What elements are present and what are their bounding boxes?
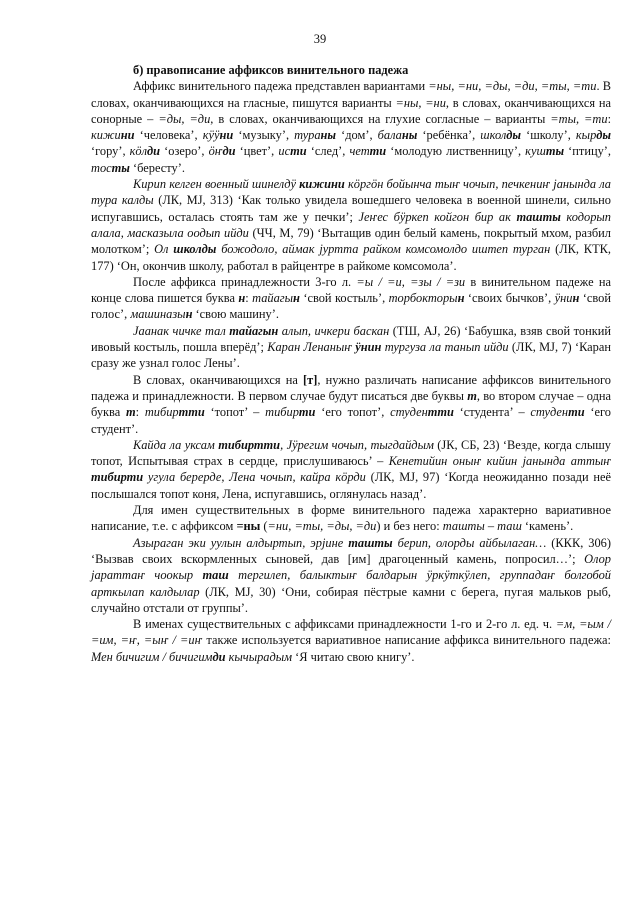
text-run: ис xyxy=(278,144,291,159)
text-run: В словах, оканчивающихся на xyxy=(133,372,304,387)
text-run: куш xyxy=(525,144,546,159)
text-run: тургуза ла танып ийди xyxy=(381,340,509,355)
text-run: ‘его студент’. xyxy=(91,405,611,436)
text-run: , в словах, оканчивающихся на глухие согласные – варианты xyxy=(210,111,551,126)
text-run: (ККК, 306) ‘Вызвав своих вскормленных сыновей, дав [им] драгоценный камень, попросил…’; xyxy=(91,535,611,566)
text-run: тайагы xyxy=(252,291,294,306)
text-run: ‘музыку’, xyxy=(233,128,295,143)
text-run: кычырадым xyxy=(225,649,293,664)
text-run: Јеҥес бӱркеп койгон бир ак xyxy=(358,209,517,224)
paragraph xyxy=(91,372,611,437)
text-run: кӧргӧн бойынча тыҥ чочып, печкениҥ јанында ла тура калды xyxy=(91,177,611,208)
text-run: тайагын xyxy=(229,323,279,338)
text-run: ‘свой костыль’, xyxy=(299,291,389,306)
text-run: ‘студента’ – xyxy=(453,405,531,420)
text-run: ‘бересту’. xyxy=(129,160,185,175)
text-run: ти xyxy=(290,144,307,159)
text-run: Кирип келген военный шинелдӱ xyxy=(133,177,300,192)
text-run: студен xyxy=(390,405,428,420)
text-run: Олор јараттаҥ чоокыр xyxy=(91,551,611,583)
text-run: н xyxy=(572,291,580,306)
text-run: : xyxy=(245,291,253,306)
text-run: торбокторы xyxy=(388,291,458,306)
text-run: тибир xyxy=(144,405,179,420)
text-run: кодорып алала, масказыла оодып ийди xyxy=(91,209,611,240)
text-run: н xyxy=(185,307,193,322)
text-run: Для имен существительных в форме винительного падежа характерно вариативное написание, т.е. с аффиксом xyxy=(91,503,611,534)
text-run: тти xyxy=(427,405,454,420)
text-run: Аффикс винительного падежа представлен вариантами xyxy=(133,79,429,94)
text-run: ти xyxy=(568,405,585,420)
text-run: угула берерде, Лена чочып, кайра кӧрди xyxy=(143,470,366,485)
text-run: тура xyxy=(294,128,321,143)
text-run: ‘камень’. xyxy=(521,519,574,534)
text-run: ти xyxy=(369,144,387,159)
text-run: =ны xyxy=(236,519,261,534)
text-run: ташты – таш xyxy=(442,519,522,534)
paragraph xyxy=(91,502,611,535)
text-run: ‘свой голос’, xyxy=(91,291,611,322)
text-run: Каран Ленаныҥ xyxy=(267,340,356,355)
text-run: ‘молодую лиственницу’, xyxy=(386,144,526,159)
text-run: тибирти xyxy=(91,470,144,485)
text-run: ‘топот’ – xyxy=(204,405,266,420)
text-run: ‘ребёнка’, xyxy=(417,128,481,143)
text-run: также используется вариативное написание аффикса винительного падежа: xyxy=(202,633,611,648)
text-run: (ТШ, АЈ, 26) ‘Бабушка, взяв свой тонкий ивовый костыль, пошла вперёд’; xyxy=(91,323,611,355)
text-run: ни xyxy=(120,128,135,143)
text-run: . В словах, оканчивающихся на гласные, пишутся варианты xyxy=(91,79,611,110)
text-run: берип, олорды айбылаган… xyxy=(392,535,547,550)
page-content xyxy=(91,62,611,665)
text-run: ты xyxy=(111,160,130,175)
text-run: тибиртти xyxy=(218,437,281,452)
text-run: , нужно различать написание аффиксов винительного падежа и принадлежности. В первом случае будут писаться две буквы xyxy=(91,372,611,403)
text-run: ди xyxy=(147,144,161,159)
text-run: ( xyxy=(260,519,268,534)
text-run: ‘свою машину’. xyxy=(192,307,279,322)
text-run: Јаанак чичке тал xyxy=(133,323,230,338)
text-run: н xyxy=(457,291,465,306)
text-run: (ЛК, МЈ, 313) ‘Как только увидела вошедшего человека в военной шинели, сильно испугавшись, осталась стоять там же у печки’; xyxy=(91,193,611,224)
text-run: : xyxy=(607,111,612,126)
text-run: студен xyxy=(530,405,569,420)
text-run: кыр xyxy=(575,128,597,143)
text-run: Кенетийин оныҥ кийин јанында аттыҥ xyxy=(388,454,611,469)
paragraph xyxy=(91,274,611,323)
text-run: =ы / =и, =зы / =зи xyxy=(356,274,466,289)
text-run: ‘своих бычков’, xyxy=(464,291,555,306)
text-run: ти xyxy=(298,405,316,420)
text-run: кижи xyxy=(91,128,121,143)
text-run: ‘след’, xyxy=(306,144,350,159)
text-run: школ xyxy=(480,128,507,143)
text-run: машиназы xyxy=(130,307,186,322)
text-run: Кайда ла уксам xyxy=(133,437,219,452)
text-run: Мен бичигим / бичигим xyxy=(91,649,213,664)
text-run: ‘цвет’, xyxy=(235,144,279,159)
text-run: ды xyxy=(596,128,612,143)
text-run: (ЈК, СБ, 23) ‘Везде, когда слышу топот, Испытывая страх в сердце, прислушиваюсь’ – xyxy=(91,437,611,469)
text-run: =м, =ым / =им, =ҥ, =ыҥ / =иҥ xyxy=(91,617,611,648)
text-run: : xyxy=(135,405,145,420)
text-run: кӧл xyxy=(129,144,148,159)
text-run: =ны, =ни, =ды, =ди, =ты, =ти xyxy=(428,79,597,94)
text-run: ‘Я читаю свою книгу’. xyxy=(292,649,415,664)
text-run: божодоло, аймак јуртта райком комсомолдо иштеп турган xyxy=(216,242,551,257)
text-run: тергилеп, балыктыҥ балдарын ӱркӱткӱлеп, группадаҥ болгобой арткылап калдылар xyxy=(91,568,611,599)
text-run: [т] xyxy=(303,372,318,387)
text-run: ӧҥ xyxy=(208,144,223,159)
text-run: ды xyxy=(506,128,522,143)
text-run: ‘гору’, xyxy=(91,144,130,159)
paragraph xyxy=(91,323,611,372)
text-run: =ты, =ти xyxy=(550,111,608,126)
text-run: ‘школу’, xyxy=(521,128,576,143)
paragraph xyxy=(91,535,611,616)
text-run: Азыраган эки уулын алдыртып, эрјине xyxy=(133,535,349,550)
text-run: =ны, =ни xyxy=(395,95,446,110)
text-run: , во втором случае – одна буква xyxy=(91,388,611,420)
text-run: ташты xyxy=(516,209,561,224)
text-run: ди xyxy=(222,144,236,159)
text-run: ‘его топот’, xyxy=(315,405,391,420)
text-run: т xyxy=(126,405,136,420)
section-heading: б) правописание аффиксов винительного падежа xyxy=(133,63,409,77)
text-run: , в словах, оканчивающихся на сонорные – xyxy=(91,95,611,126)
paragraph xyxy=(91,616,611,665)
text-run: ӱни xyxy=(554,291,573,306)
page-number: 39 xyxy=(313,32,327,46)
text-run: После аффикса принадлежности 3-го л. xyxy=(133,274,357,289)
text-run: ны xyxy=(401,128,418,143)
text-run: (ЛК, МЈ, 30) ‘Они, собирая пёстрые камни с берега, пугая мальков рыб, случайно отстали от группы’. xyxy=(91,584,611,615)
text-run: ӱнин xyxy=(355,340,382,355)
text-run: кӱӱ xyxy=(202,128,220,143)
text-run: ‘человека’, xyxy=(134,128,203,143)
text-run: тибир xyxy=(265,405,299,420)
text-run: тос xyxy=(91,160,112,175)
text-run: школды xyxy=(173,242,217,257)
text-run: алып, ичкери баскан xyxy=(278,323,390,338)
text-run: (ЛК, МЈ, 97) ‘Когда неожиданно позади неё послышался топот коня, Лена, испугавшись, оглянулась назад’. xyxy=(91,470,611,501)
paragraph xyxy=(91,78,611,176)
text-run: чет xyxy=(349,144,370,159)
text-run: кижини xyxy=(299,177,345,192)
text-run: ташты xyxy=(348,535,393,550)
text-run: ны xyxy=(320,128,337,143)
text-run: н xyxy=(293,291,300,306)
text-run: ты xyxy=(545,144,565,159)
text-run: ) и без него: xyxy=(376,519,443,534)
text-run: н xyxy=(238,291,246,306)
text-run: ни xyxy=(219,128,234,143)
text-run: в винительном падеже на конце слова пишется буква xyxy=(91,274,611,306)
text-run: =ни, =ты, =ды, =ди xyxy=(267,519,377,534)
paragraph xyxy=(91,176,611,274)
text-run: ‘дом’, xyxy=(336,128,378,143)
text-run: (ЛК, МЈ, 7) ‘Каран сразу же узнал голос Лены’. xyxy=(91,340,612,371)
text-run: ‘птицу’, xyxy=(564,144,611,159)
paragraph xyxy=(91,437,611,502)
text-run: (ЧЧ, М, 79) ‘Вытащив один белый камень, покрытый мхом, разбил молотком’; xyxy=(91,225,611,257)
text-run: Ол xyxy=(154,242,174,257)
text-run: таш xyxy=(202,568,229,583)
text-run: , Јӱрегим чочып, тыгдайдым xyxy=(280,437,434,452)
text-run: В именах существительных с аффиксами принадлежности 1-го и 2-го л. ед. ч. xyxy=(133,617,556,632)
text-run: тти xyxy=(178,405,205,420)
text-run: ‘озеро’, xyxy=(160,144,209,159)
text-run: ди xyxy=(212,649,226,664)
text-run: т xyxy=(467,388,477,403)
text-run: =ды, =ди xyxy=(158,111,211,126)
text-run: (ЛК, КТК, 177) ‘Он, окончив школу, работал в райцентре в райкоме комсомола’. xyxy=(91,242,612,273)
text-run: бала xyxy=(377,128,402,143)
